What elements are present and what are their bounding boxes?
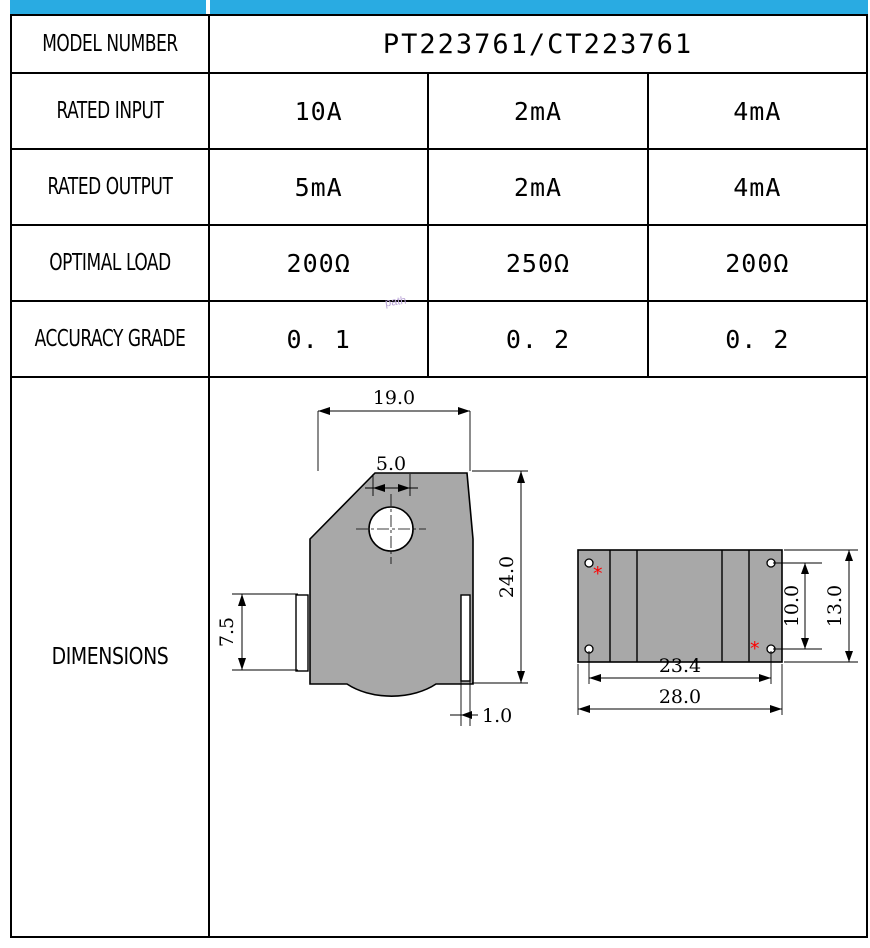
specification-table bbox=[10, 14, 868, 938]
arrow-side-inner-top bbox=[801, 563, 809, 574]
arrow-right-width-top bbox=[458, 407, 470, 415]
value-rated-output-2: 2mA bbox=[428, 149, 647, 225]
table-row-model bbox=[11, 15, 867, 73]
arrow-side-width-inner-right bbox=[759, 674, 771, 682]
arrow-top-pin bbox=[238, 594, 246, 606]
table-row-dimensions bbox=[11, 377, 867, 937]
value-optimal-load-1: 200Ω bbox=[209, 225, 428, 301]
dim-label-side-outer-height: 13.0 bbox=[824, 584, 846, 628]
row-label-cell bbox=[11, 377, 209, 937]
front-view-left-pin bbox=[296, 595, 308, 671]
value-optimal-load-3: 200Ω bbox=[648, 225, 867, 301]
row-label-model: MODEL NUMBER bbox=[42, 31, 178, 57]
dim-label-hole-width: 5.0 bbox=[375, 453, 407, 475]
row-label-cell bbox=[11, 225, 209, 301]
dimensions-drawing-cell bbox=[209, 377, 867, 937]
dim-label-width-top: 19.0 bbox=[372, 387, 416, 409]
row-label-accuracy-grade: ACCURACY GRADE bbox=[34, 326, 186, 352]
row-label-cell bbox=[11, 73, 209, 149]
value-rated-output-1: 5mA bbox=[209, 149, 428, 225]
table-row-optimal-load bbox=[11, 225, 867, 301]
arrow-bottom-pin bbox=[238, 658, 246, 670]
value-rated-input-2: 2mA bbox=[428, 73, 647, 149]
dim-label-height: 24.0 bbox=[496, 555, 518, 599]
drawing-wrap bbox=[210, 378, 866, 936]
header-bar-right bbox=[210, 0, 868, 14]
arrow-bottom-height bbox=[517, 671, 525, 683]
arrow-side-width-outer-right bbox=[770, 705, 782, 713]
header-bar-left bbox=[10, 0, 206, 14]
side-view-marker-top-left: * bbox=[593, 563, 603, 585]
row-label-rated-output: RATED OUTPUT bbox=[47, 174, 173, 200]
side-view-marker-bottom-right: * bbox=[750, 638, 760, 660]
value-accuracy-grade-3: 0. 2 bbox=[648, 301, 867, 377]
side-view-hole-top-left bbox=[585, 559, 593, 567]
arrow-left-width-top bbox=[318, 407, 330, 415]
watermark-text: path bbox=[384, 294, 408, 310]
arrow-top-height bbox=[517, 471, 525, 483]
front-view-right-pin bbox=[461, 595, 470, 681]
dimension-drawing bbox=[210, 378, 864, 934]
table-row-rated-output bbox=[11, 149, 867, 225]
value-accuracy-grade-2: 0. 2 bbox=[428, 301, 647, 377]
dim-label-side-width-outer: 28.0 bbox=[658, 686, 702, 708]
row-label-optimal-load: OPTIMAL LOAD bbox=[49, 250, 171, 276]
dim-label-pin-width: 1.0 bbox=[482, 705, 513, 727]
row-label-cell bbox=[11, 149, 209, 225]
dim-label-pin-height: 7.5 bbox=[216, 616, 238, 648]
row-label-rated-input: RATED INPUT bbox=[56, 98, 164, 124]
table-row-accuracy-grade bbox=[11, 301, 867, 377]
row-label-cell bbox=[11, 301, 209, 377]
value-rated-output-3: 4mA bbox=[648, 149, 867, 225]
value-rated-input-3: 4mA bbox=[648, 73, 867, 149]
row-label-cell bbox=[11, 15, 209, 73]
arrow-side-outer-bottom bbox=[845, 651, 853, 662]
value-model-number: PT223761/CT223761 bbox=[209, 15, 867, 73]
arrow-side-outer-top bbox=[845, 550, 853, 561]
arrow-side-width-inner-left bbox=[589, 674, 601, 682]
arrow-pin-width bbox=[461, 711, 472, 719]
value-accuracy-grade-1: 0. 1 bbox=[209, 301, 428, 377]
dim-label-side-width-inner: 23.4 bbox=[658, 655, 702, 677]
row-label-dimensions: DIMENSIONS bbox=[51, 644, 169, 670]
arrow-side-width-outer-left bbox=[578, 705, 590, 713]
value-rated-input-1: 10A bbox=[209, 73, 428, 149]
table-row-rated-input bbox=[11, 73, 867, 149]
arrow-side-inner-bottom bbox=[801, 638, 809, 649]
value-optimal-load-2: 250Ω bbox=[428, 225, 647, 301]
dim-label-side-inner-height: 10.0 bbox=[781, 584, 803, 628]
